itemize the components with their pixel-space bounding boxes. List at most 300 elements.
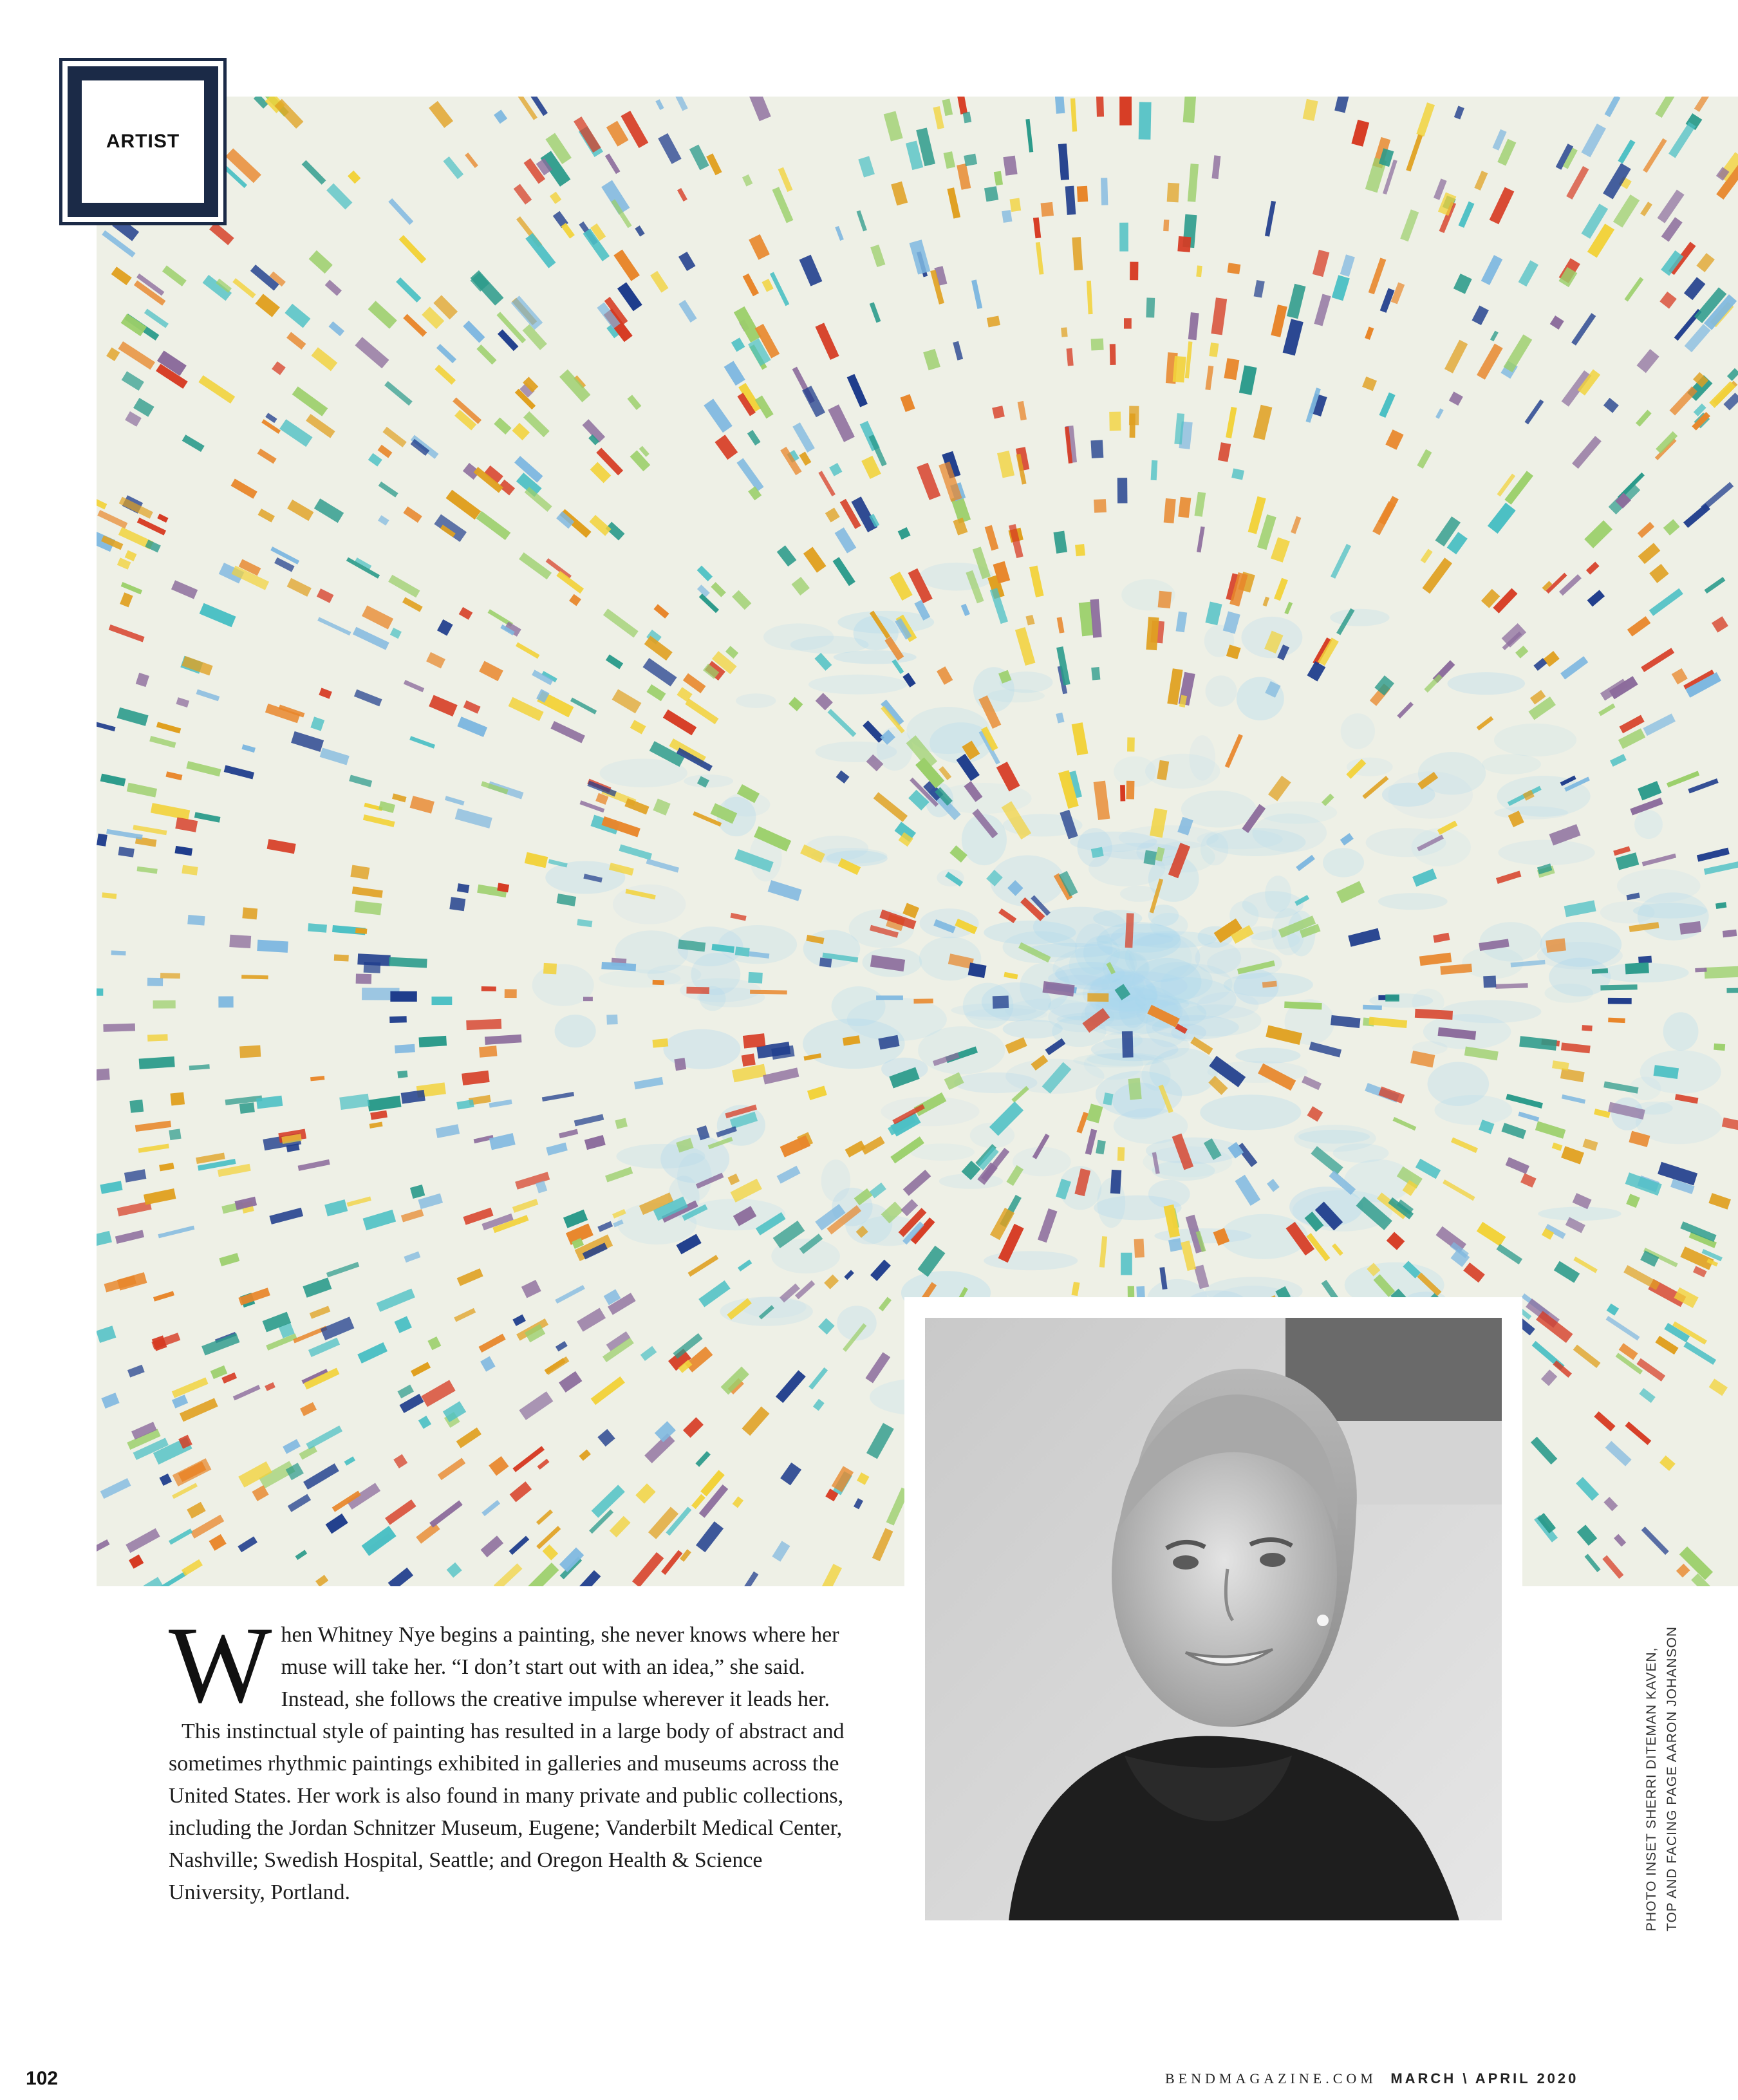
- paint-dab: [312, 347, 338, 371]
- paint-dab: [1504, 334, 1533, 372]
- paint-dab: [97, 1069, 110, 1081]
- paint-dab: [1090, 440, 1103, 458]
- paint-dab: [1271, 305, 1287, 337]
- paint-dab: [1625, 1172, 1662, 1195]
- paint-dab: [1553, 1360, 1572, 1378]
- paint-wash: [736, 693, 776, 708]
- paint-dab: [103, 1024, 135, 1032]
- paint-dab: [1146, 617, 1159, 650]
- paint-dab: [1227, 263, 1240, 274]
- paint-dab: [957, 164, 971, 190]
- paint-dab: [1417, 449, 1432, 469]
- paint-dab: [1363, 1005, 1382, 1010]
- paint-dab: [536, 1510, 553, 1525]
- paint-dab: [559, 1129, 578, 1139]
- paint-dab: [1225, 734, 1243, 768]
- paint-dab: [1573, 1193, 1592, 1209]
- paint-dab: [1109, 412, 1121, 431]
- paint-dab: [303, 1463, 339, 1490]
- paint-dab: [635, 225, 644, 236]
- paint-dab: [1121, 1253, 1132, 1275]
- paint-dab: [678, 252, 696, 271]
- paint-dab: [397, 1071, 407, 1078]
- paint-dab: [621, 111, 648, 148]
- paint-dab: [328, 321, 344, 336]
- paint-dab: [111, 950, 126, 955]
- paint-dab: [1477, 716, 1494, 730]
- paint-dab: [901, 394, 915, 412]
- paint-dab: [1085, 1129, 1098, 1155]
- paint-dab: [832, 557, 855, 586]
- paint-dab: [1211, 297, 1227, 335]
- paint-dab: [354, 689, 382, 707]
- paint-dab: [494, 417, 511, 435]
- paint-dab: [678, 300, 696, 323]
- paint-dab: [431, 997, 452, 1005]
- paint-dab: [1146, 297, 1155, 317]
- paint-dab: [964, 154, 977, 167]
- paint-wash: [808, 675, 907, 695]
- paint-dab: [901, 1199, 918, 1217]
- paint-dab: [861, 456, 881, 479]
- paint-dab: [521, 1280, 541, 1298]
- paint-dab: [792, 422, 815, 453]
- paint-wash: [1003, 1019, 1063, 1038]
- paint-dab: [1695, 968, 1706, 972]
- paint-dab: [1607, 1304, 1619, 1316]
- paint-dab: [1168, 1238, 1182, 1252]
- paint-wash: [1197, 829, 1282, 849]
- paint-dab: [478, 1334, 505, 1353]
- paint-dab: [1006, 1165, 1023, 1186]
- paint-dab: [1626, 1194, 1640, 1208]
- paint-dab: [742, 1407, 769, 1436]
- paint-dab: [1649, 564, 1668, 583]
- paint-dab: [711, 582, 726, 597]
- paint-dab: [1274, 578, 1288, 601]
- paint-dab: [382, 427, 406, 447]
- paint-dab: [863, 720, 884, 743]
- paint-dab: [1696, 253, 1714, 272]
- paint-dab: [1205, 366, 1213, 390]
- paint-dab: [97, 1326, 116, 1343]
- paint-dab: [390, 628, 402, 639]
- paint-dab: [279, 419, 312, 447]
- paint-dab: [606, 654, 623, 669]
- paint-dab: [992, 406, 1005, 418]
- paint-dab: [874, 792, 908, 821]
- paint-dab: [125, 411, 142, 427]
- paint-dab: [1637, 349, 1659, 373]
- paint-dab: [1117, 1147, 1125, 1161]
- paint-dab: [617, 282, 642, 311]
- portrait-inset: [904, 1297, 1522, 1941]
- paint-dab: [814, 653, 832, 671]
- paint-dab: [1435, 408, 1444, 418]
- paint-dab: [923, 349, 940, 371]
- paint-dab: [1490, 187, 1515, 225]
- paint-wash: [1148, 1180, 1190, 1208]
- paint-dab: [1397, 702, 1413, 718]
- paint-dab: [1684, 277, 1705, 300]
- paint-dab: [872, 1528, 893, 1562]
- paint-dab: [509, 1536, 530, 1555]
- paint-dab: [1586, 561, 1600, 574]
- paint-dab: [1331, 1015, 1360, 1028]
- paint-dab: [489, 1133, 516, 1150]
- paint-dab: [1676, 1564, 1690, 1578]
- paint-dab: [156, 722, 181, 733]
- paint-dab: [115, 1230, 144, 1243]
- paint-dab: [610, 1516, 631, 1537]
- paint-wash: [1235, 1047, 1300, 1064]
- paint-dab: [1519, 1036, 1557, 1051]
- paint-dab: [658, 133, 681, 164]
- article-paragraph-2: This instinctual style of painting has resulted in a large body of abstract and sometimes rhythmic paintings exhibited in galleries and museums across the United States. Her work is also found in many private and public collections, including the Jordan Schnitzer Museum, Eugene; Vanderbilt Medical Center, Nashville; Swedish Hospital, Seattle; and Oregon Health & Science University, Portland.: [169, 1720, 845, 1904]
- paint-dab: [1708, 1193, 1731, 1210]
- paint-dab: [1303, 99, 1318, 121]
- paint-dab: [652, 1038, 668, 1048]
- paint-dab: [111, 267, 132, 285]
- paint-dab: [570, 697, 597, 714]
- paint-wash: [1663, 1012, 1699, 1051]
- paint-dab: [1518, 1112, 1539, 1122]
- paint-dab: [516, 642, 539, 659]
- paint-dab: [494, 1563, 523, 1586]
- paint-wash: [1189, 735, 1215, 780]
- paint-dab: [158, 1226, 194, 1239]
- paint-dab: [429, 695, 458, 716]
- paint-dab: [1641, 1526, 1669, 1555]
- paint-dab: [476, 511, 511, 540]
- paint-dab: [1387, 1232, 1405, 1250]
- paint-dab: [1005, 1037, 1027, 1054]
- paint-dab: [985, 525, 999, 551]
- paint-dab: [182, 1559, 203, 1576]
- paint-dab: [858, 156, 875, 177]
- paint-dab: [998, 908, 1016, 923]
- paint-dab: [699, 594, 719, 613]
- paint-dab: [283, 1439, 301, 1454]
- paint-dab: [224, 765, 254, 779]
- paint-wash: [1206, 675, 1237, 707]
- paint-dab: [1385, 995, 1399, 1002]
- paint-dab: [1576, 1477, 1599, 1501]
- paint-dab: [1072, 237, 1083, 270]
- paint-dab: [326, 1262, 359, 1277]
- paint-dab: [653, 980, 664, 985]
- paint-dab: [968, 962, 987, 978]
- paint-dab: [736, 458, 763, 492]
- paint-dab: [1600, 984, 1637, 990]
- paint-wash: [1448, 672, 1526, 695]
- paint-dab: [153, 1291, 174, 1301]
- paint-dab: [187, 915, 205, 926]
- paint-dab: [556, 1341, 568, 1351]
- paint-dab: [1697, 848, 1730, 862]
- paint-dab: [727, 1174, 740, 1185]
- paint-dab: [591, 1376, 625, 1405]
- paint-dab: [1433, 933, 1450, 943]
- paint-dab: [1173, 356, 1186, 382]
- section-tag: [59, 58, 227, 225]
- paint-dab: [326, 1514, 348, 1534]
- paint-dab: [1605, 1441, 1632, 1466]
- paint-dab: [605, 1167, 633, 1182]
- paint-dab: [189, 1064, 210, 1070]
- paint-dab: [287, 500, 313, 521]
- paint-dab: [1056, 646, 1070, 686]
- paint-dab: [1602, 1555, 1623, 1579]
- paint-dab: [1638, 543, 1661, 564]
- paint-dab: [370, 1111, 388, 1120]
- paint-dab: [1143, 850, 1157, 865]
- paint-dab: [97, 988, 103, 995]
- paint-dab: [937, 666, 953, 685]
- paint-dab: [457, 883, 469, 893]
- paint-dab: [913, 998, 933, 1004]
- photo-credit-line-2: TOP AND FACING PAGE AARON JOHANSON: [1665, 1626, 1679, 1931]
- paint-dab: [496, 312, 526, 343]
- paint-dab: [1167, 183, 1180, 203]
- paint-dab: [310, 1306, 331, 1318]
- paint-dab: [680, 1549, 691, 1562]
- paint-wash: [1333, 1143, 1389, 1163]
- paint-dab: [818, 1564, 842, 1586]
- paint-dab: [577, 919, 592, 927]
- paint-dab: [1291, 516, 1301, 534]
- paint-dab: [1177, 236, 1191, 252]
- paint-dab: [320, 747, 350, 765]
- paint-dab: [898, 527, 911, 539]
- paint-dab: [1495, 983, 1528, 989]
- paint-dab: [1582, 1138, 1598, 1150]
- paint-dab: [257, 940, 288, 953]
- paint-wash: [826, 850, 888, 867]
- paint-dab: [1712, 616, 1728, 632]
- paint-wash: [677, 1153, 712, 1201]
- paint-dab: [476, 344, 496, 364]
- paint-wash: [803, 930, 861, 968]
- paint-dab: [704, 398, 733, 433]
- paint-dab: [546, 1143, 568, 1156]
- paint-dab: [479, 661, 503, 681]
- folio-issue: MARCH \ APRIL 2020: [1390, 2070, 1579, 2086]
- paint-dab: [239, 1045, 261, 1058]
- paint-dab: [1126, 781, 1134, 800]
- paint-dab: [1176, 612, 1188, 633]
- paint-dab: [1705, 577, 1726, 594]
- paint-dab: [1680, 1246, 1714, 1270]
- paint-dab: [437, 619, 453, 636]
- paint-dab: [292, 386, 328, 416]
- paint-dab: [198, 375, 235, 404]
- paint-dab: [742, 174, 752, 187]
- paint-dab: [590, 462, 612, 483]
- paint-dab: [160, 973, 180, 979]
- paint-dab: [993, 995, 1009, 1008]
- paint-dab: [127, 1365, 145, 1378]
- paint-dab: [1071, 1282, 1079, 1296]
- paint-dab: [1649, 588, 1683, 616]
- paint-dab: [139, 1056, 175, 1069]
- paint-dab: [661, 1550, 682, 1575]
- paint-dab: [1332, 275, 1350, 301]
- paint-dab: [1715, 902, 1726, 909]
- paint-dab: [1096, 1140, 1106, 1155]
- paint-dab: [165, 771, 182, 780]
- paint-dab: [697, 565, 713, 581]
- paint-dab: [1070, 98, 1077, 132]
- paint-dab: [125, 550, 137, 561]
- paint-dab: [845, 1141, 866, 1158]
- paint-dab: [267, 839, 296, 854]
- paint-dab: [1502, 623, 1526, 648]
- paint-dab: [748, 972, 763, 984]
- paint-dab: [731, 337, 745, 352]
- paint-dab: [409, 736, 435, 748]
- paint-dab: [239, 1102, 255, 1114]
- paint-dab: [1057, 617, 1065, 633]
- paint-dab: [1332, 1243, 1343, 1255]
- paint-dab: [124, 1169, 146, 1183]
- paint-dab: [698, 1280, 730, 1308]
- paint-dab: [344, 1456, 355, 1465]
- paint-dab: [479, 1045, 497, 1057]
- paint-dab: [674, 1058, 686, 1071]
- paint-dab: [671, 97, 688, 111]
- paint-dab: [750, 990, 787, 995]
- paint-dab: [410, 796, 434, 814]
- paint-dab: [325, 280, 342, 296]
- paint-dab: [650, 271, 668, 293]
- paint-dab: [847, 374, 868, 408]
- paint-dab: [261, 419, 281, 434]
- paint-dab: [1054, 97, 1065, 114]
- paint-dab: [1378, 1087, 1405, 1103]
- paint-dab: [121, 314, 147, 336]
- paint-dab: [426, 652, 445, 669]
- paint-dab: [559, 370, 591, 402]
- paint-dab: [402, 597, 423, 612]
- paint-dab: [1463, 1262, 1485, 1282]
- paint-dab: [1603, 398, 1619, 413]
- photo-credit: [1641, 1609, 1683, 1931]
- paint-dab: [1608, 998, 1632, 1004]
- paint-dab: [306, 414, 335, 438]
- paint-dab: [454, 1308, 476, 1322]
- paint-dab: [1639, 1388, 1655, 1403]
- paint-dab: [233, 1385, 261, 1400]
- paint-dab: [574, 117, 601, 153]
- paint-dab: [1185, 341, 1193, 378]
- paint-dab: [574, 1114, 604, 1126]
- paint-dab: [780, 1135, 810, 1157]
- paint-wash: [555, 1015, 596, 1047]
- paint-dab: [434, 514, 467, 542]
- paint-dab: [256, 294, 280, 317]
- paint-dab: [612, 689, 642, 713]
- paint-dab: [416, 1523, 440, 1544]
- paint-dab: [1139, 102, 1152, 139]
- paint-dab: [696, 1521, 724, 1552]
- paint-dab: [835, 527, 857, 553]
- paint-dab: [1641, 648, 1674, 672]
- paint-dab: [870, 1183, 886, 1198]
- paint-dab: [559, 1371, 582, 1392]
- paint-dab: [1483, 975, 1496, 988]
- paint-dab: [129, 1555, 144, 1569]
- paint-dab: [677, 188, 687, 202]
- paint-dab: [1419, 953, 1452, 966]
- paint-dab: [1625, 962, 1649, 974]
- paint-dab: [735, 946, 750, 957]
- paint-dab: [857, 1472, 870, 1485]
- paint-wash: [763, 623, 834, 650]
- paint-dab: [133, 398, 154, 417]
- paint-dab: [1573, 1257, 1598, 1273]
- paint-dab: [1061, 327, 1068, 337]
- paint-dab: [1254, 280, 1265, 298]
- paint-wash: [920, 908, 979, 938]
- paint-wash: [1494, 806, 1568, 819]
- paint-dab: [121, 582, 142, 594]
- paint-dab: [489, 1456, 509, 1476]
- paint-dab: [819, 957, 832, 967]
- paint-dab: [1625, 1421, 1652, 1445]
- paint-wash: [613, 885, 686, 924]
- paint-dab: [1224, 358, 1239, 380]
- paint-dab: [1076, 1112, 1089, 1134]
- paint-dab: [802, 386, 825, 417]
- paint-dab: [355, 337, 389, 368]
- paint-dab: [363, 814, 395, 827]
- paint-dab: [1683, 1342, 1716, 1365]
- paint-dab: [127, 783, 157, 798]
- paint-dab: [743, 274, 759, 296]
- paint-dab: [232, 278, 256, 298]
- paint-dab: [891, 182, 908, 206]
- paint-dab: [455, 809, 492, 829]
- paint-dab: [310, 1076, 324, 1081]
- paint-dab: [378, 482, 398, 498]
- paint-dab: [300, 1402, 317, 1416]
- paint-dab: [1560, 656, 1588, 679]
- paint-dab: [1094, 499, 1107, 512]
- paint-dab: [646, 684, 666, 701]
- paint-dab: [1552, 1143, 1563, 1151]
- paint-dab: [200, 603, 236, 628]
- paint-dab: [1072, 722, 1089, 755]
- paint-dab: [1490, 331, 1499, 342]
- paint-dab: [1497, 1244, 1523, 1264]
- paint-dab: [1618, 140, 1635, 164]
- paint-dab: [286, 332, 306, 350]
- paint-dab: [835, 226, 844, 241]
- paint-dab: [218, 997, 233, 1008]
- paint-dab: [334, 954, 349, 961]
- paint-dab: [443, 156, 463, 179]
- paint-dab: [584, 1135, 606, 1150]
- paint-dab: [525, 852, 548, 868]
- paint-dab: [519, 552, 552, 579]
- paint-dab: [1053, 531, 1067, 554]
- paint-dab: [254, 97, 268, 109]
- paint-dab: [1351, 120, 1369, 147]
- paint-dab: [162, 265, 187, 286]
- paint-dab: [1685, 324, 1711, 352]
- paint-dab: [1077, 186, 1088, 202]
